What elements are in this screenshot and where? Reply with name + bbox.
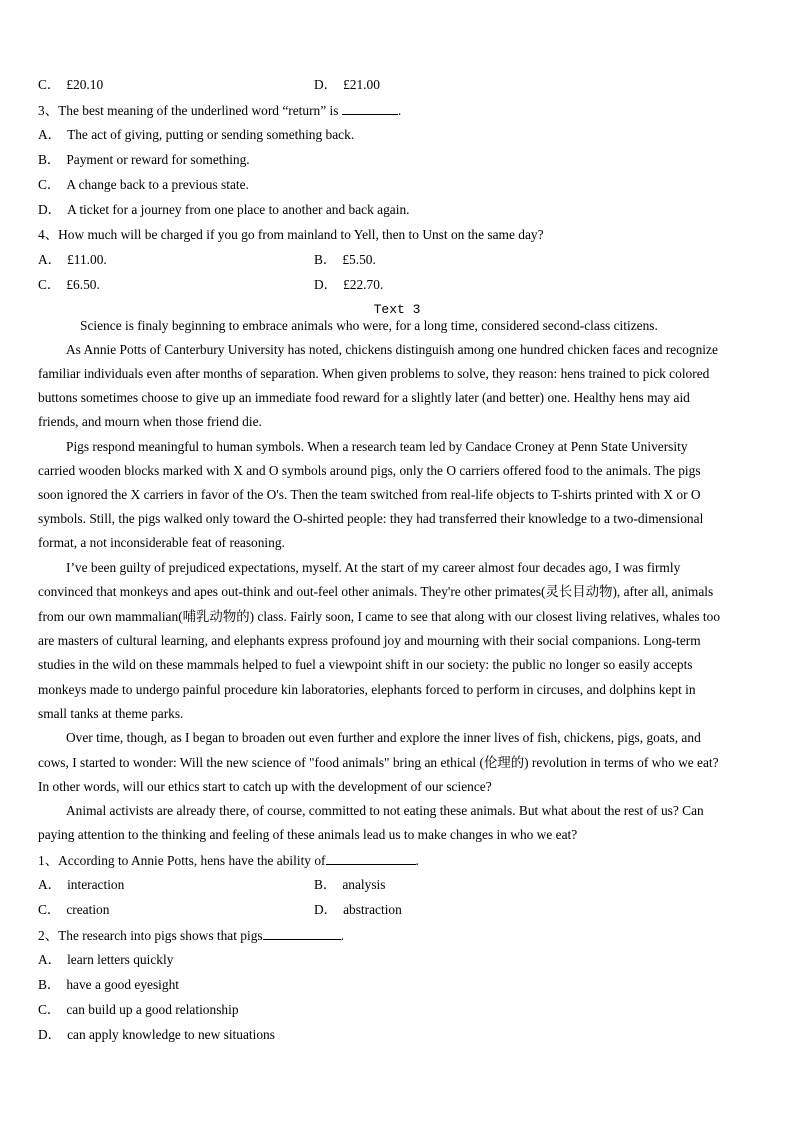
- option-text: £20.10: [66, 77, 104, 92]
- option-label: D．: [314, 77, 338, 92]
- option-label: B．: [38, 977, 61, 992]
- option-text: £5.50.: [342, 252, 376, 267]
- option-label: D．: [38, 1027, 62, 1042]
- option-label: D．: [314, 902, 338, 917]
- passage-line: As Annie Potts of Canterbury University has noted, chickens distinguish among one hundred chicken faces and recognize: [66, 342, 718, 357]
- question-number: 1、: [38, 853, 59, 868]
- passage-line: Animal activists are already there, of course, committed to not eating these animals. But what about the rest of us? Can: [66, 803, 704, 818]
- text3-question-1-option-c: [38, 902, 109, 918]
- answer-blank: [263, 927, 341, 940]
- option-label: C．: [38, 77, 61, 92]
- question-number: 4、: [38, 227, 59, 242]
- question-4-option-a: [38, 252, 107, 268]
- passage-line: I’ve been guilty of prejudiced expectations, myself. At the start of my career almost four decades ago, I was firmly: [66, 560, 681, 575]
- option-label: C．: [38, 1002, 61, 1017]
- text3-question-1-stem: [38, 852, 419, 869]
- option-label: A．: [38, 252, 62, 267]
- passage-line: friends, and mourn when those friend die.: [38, 414, 262, 429]
- option-text: learn letters quickly: [67, 952, 174, 967]
- option-label: D．: [314, 277, 338, 292]
- option-text: can apply knowledge to new situations: [67, 1027, 275, 1042]
- question-text: According to Annie Potts, hens have the ability of: [58, 853, 326, 868]
- passage-line: symbols. Still, the pigs walked only toward the O-shirted people: they had transferred their knowledge to a two-dimensional: [38, 511, 704, 526]
- option-label: D．: [38, 202, 62, 217]
- question-4-option-d: [314, 277, 383, 293]
- option-text: £6.50.: [66, 277, 100, 292]
- passage-line: convinced that monkeys and apes out-think and out-feel other animals. They're other primates(灵长目动物), after all, animals: [38, 584, 714, 599]
- option-label: C．: [38, 277, 61, 292]
- text3-question-2-option-d: [38, 1027, 275, 1043]
- section-title: Text 3: [373, 302, 421, 317]
- option-text: £11.00.: [67, 252, 107, 267]
- option-text: £21.00: [343, 77, 380, 92]
- option-text: can build up a good relationship: [66, 1002, 239, 1017]
- passage-line: paying attention to the thinking and feeling of these animals lead us to make changes in who we eat?: [38, 827, 578, 842]
- question-3-option-c: [38, 177, 249, 193]
- passage-line: familiar individuals even after months of separation. When given problems to solve, they reason: hens trained to pick colored: [38, 366, 710, 381]
- question-number: 2、: [38, 928, 59, 943]
- answer-blank: [326, 852, 416, 865]
- prev-option-c: [38, 77, 103, 93]
- option-label: A．: [38, 127, 62, 142]
- text3-question-2-option-a: [38, 952, 173, 968]
- option-label: C．: [38, 177, 61, 192]
- question-3-option-a: [38, 127, 354, 143]
- option-text: creation: [66, 902, 110, 917]
- text3-question-1-option-a: [38, 877, 124, 893]
- passage-line: from our own mammalian(哺乳动物的) class. Fairly soon, I came to see that along with our closest living relatives, whales too: [38, 609, 721, 624]
- question-4-option-b: [314, 252, 376, 268]
- answer-blank: [342, 102, 398, 115]
- text3-question-2-option-b: [38, 977, 179, 993]
- option-label: B．: [38, 152, 61, 167]
- option-text: analysis: [342, 877, 386, 892]
- passage-line: studies in the wild on these mammals helped to fuel a viewpoint shift in our society: the public no longer so easily accepts: [38, 657, 693, 672]
- question-4-stem: [38, 227, 544, 243]
- option-text: Payment or reward for something.: [66, 152, 250, 167]
- option-text: £22.70.: [343, 277, 384, 292]
- option-label: B．: [314, 252, 337, 267]
- text3-question-2-stem: [38, 927, 344, 944]
- passage-line: are masters of cultural learning, and elephants express profound joy and mourning with their social companions. Long-term: [38, 633, 701, 648]
- option-text: A change back to a previous state.: [66, 177, 249, 192]
- question-text: The research into pigs shows that pigs: [58, 928, 263, 943]
- option-text: have a good eyesight: [66, 977, 179, 992]
- option-text: interaction: [67, 877, 125, 892]
- option-label: A．: [38, 952, 62, 967]
- option-text: A ticket for a journey from one place to another and back again.: [67, 202, 410, 217]
- passage-line: buttons sometimes choose to give up an immediate food reward for a slightly later (and better) one. Healthy hens may aid: [38, 390, 690, 405]
- option-text: abstraction: [343, 902, 402, 917]
- period: .: [340, 928, 344, 943]
- period: .: [397, 103, 402, 118]
- text3-question-1-option-d: [314, 902, 402, 918]
- question-3-option-b: [38, 152, 250, 168]
- passage-line: cows, I started to wonder: Will the new science of "food animals" bring an ethical (伦理的) revolution in terms of who we eat?: [38, 755, 719, 770]
- passage-line: In other words, will our ethics start to catch up with the development of our science?: [38, 779, 492, 794]
- passage-line: soon ignored the X carriers in favor of the O's. Then the team switched from real-life objects to T-shirts printed with X or O: [38, 487, 701, 502]
- text3-question-2-option-c: [38, 1002, 239, 1018]
- question-3-stem: [38, 102, 401, 119]
- passage-line: monkeys made to undergo painful procedure kin laboratories, elephants forced to perform in circuses, and dolphins kept in: [38, 682, 696, 697]
- question-3-option-d: [38, 202, 410, 218]
- passage-line: Science is finaly beginning to embrace animals who were, for a long time, considered second-class citizens.: [80, 318, 658, 333]
- option-label: C．: [38, 902, 61, 917]
- passage-line: Over time, though, as I began to broaden out even further and explore the inner lives of fish, chickens, pigs, goats, and: [66, 730, 701, 745]
- question-text: How much will be charged if you go from mainland to Yell, then to Unst on the same day?: [58, 227, 544, 242]
- option-text: The act of giving, putting or sending something back.: [67, 127, 355, 142]
- passage-line: Pigs respond meaningful to human symbols. When a research team led by Candace Croney at Penn State University: [66, 439, 688, 454]
- question-number: 3、: [38, 103, 59, 118]
- passage-line: format, a not inconsiderable feat of reasoning.: [38, 535, 285, 550]
- option-label: A．: [38, 877, 62, 892]
- option-label: B．: [314, 877, 337, 892]
- text3-question-1-option-b: [314, 877, 385, 893]
- passage-line: small tanks at theme parks.: [38, 706, 184, 721]
- period: .: [415, 853, 419, 868]
- question-4-option-c: [38, 277, 100, 293]
- prev-option-d: [314, 77, 380, 93]
- passage-line: carried wooden blocks marked with X and O symbols around pigs, only the O carriers offered food to the animals. The pigs: [38, 463, 701, 478]
- question-text: The best meaning of the underlined word “return” is: [58, 103, 339, 118]
